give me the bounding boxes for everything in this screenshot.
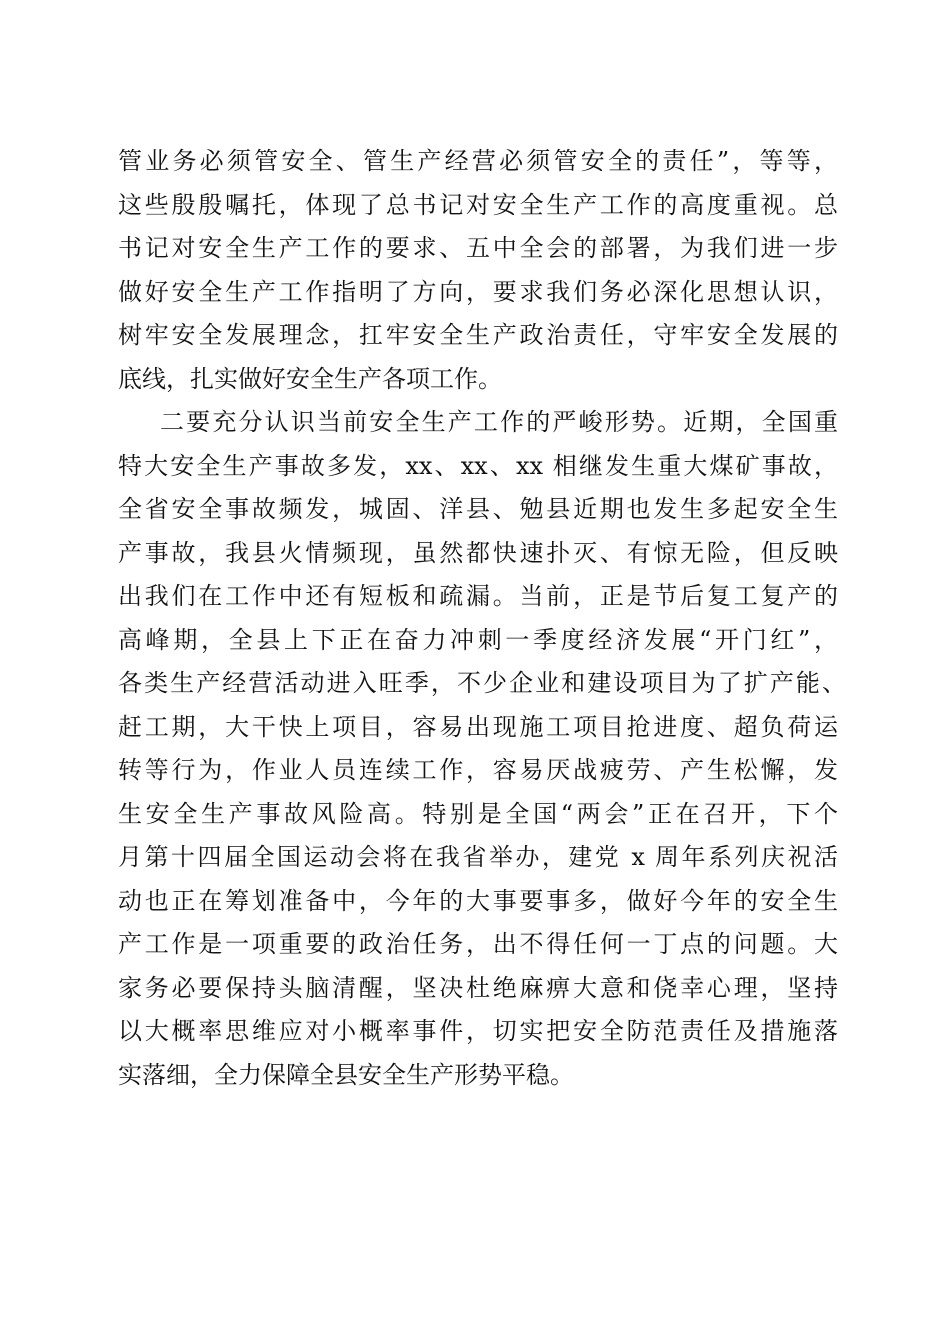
document-body: [118, 140, 846, 1097]
text-line: 树牢安全发展理念，扛牢安全生产政治责任，守牢安全发展的: [118, 321, 838, 349]
text-line: 这些殷殷嘱托，体现了总书记对安全生产工作的高度重视。总: [118, 190, 838, 219]
text-line: 二要充分认识当前安全生产工作的严峻形势。近期，全国重: [160, 408, 838, 436]
text-line: 转等行为，作业人员连续工作，容易厌战疲劳、产生松懈，发: [118, 756, 838, 784]
text-line: 高峰期，全县上下正在奋力冲刺一季度经济发展“开门红”，: [118, 625, 838, 654]
text-line: 出我们在工作中还有短板和疏漏。当前，正是节后复工复产的: [118, 582, 838, 610]
paragraph-1: [118, 140, 838, 401]
text-line: 特大安全生产事故多发，xx、xx、xx 相继发生重大煤矿事故，: [118, 451, 838, 480]
paragraph-2: [118, 401, 846, 1097]
text-line: 生安全生产事故风险高。特别是全国“两会”正在召开，下个: [118, 799, 838, 828]
text-line: 实落细，全力保障全县安全生产形势平稳。: [118, 1060, 574, 1089]
text-line: 以大概率思维应对小概率事件，切实把安全防范责任及措施落: [118, 1017, 838, 1045]
text-line: 做好安全生产工作指明了方向，要求我们务必深化思想认识，: [118, 277, 838, 306]
text-line: 全省安全事故频发，城固、洋县、勉县近期也发生多起安全生: [118, 495, 838, 523]
text-line: 产事故，我县火情频现，虽然都快速扑灭、有惊无险，但反映: [118, 538, 838, 567]
text-line: 底线，扎实做好安全生产各项工作。: [118, 364, 502, 393]
text-line: 管业务必须管安全、管生产经营必须管安全的责任”，等等，: [118, 147, 838, 175]
text-line: 月第十四届全国运动会将在我省举办，建党 x 周年系列庆祝活: [118, 843, 838, 871]
text-line: 产工作是一项重要的政治任务，出不得任何一丁点的问题。大: [118, 930, 838, 958]
text-line: 赶工期，大干快上项目，容易出现施工项目抢进度、超负荷运: [118, 712, 838, 741]
text-line: 书记对安全生产工作的要求、五中全会的部署，为我们进一步: [118, 234, 838, 262]
text-line: 动也正在筹划准备中，今年的大事要事多，做好今年的安全生: [118, 886, 838, 915]
text-line: 家务必要保持头脑清醒，坚决杜绝麻痹大意和侥幸心理，坚持: [118, 973, 838, 1002]
text-line: 各类生产经营活动进入旺季，不少企业和建设项目为了扩产能、: [118, 669, 846, 697]
